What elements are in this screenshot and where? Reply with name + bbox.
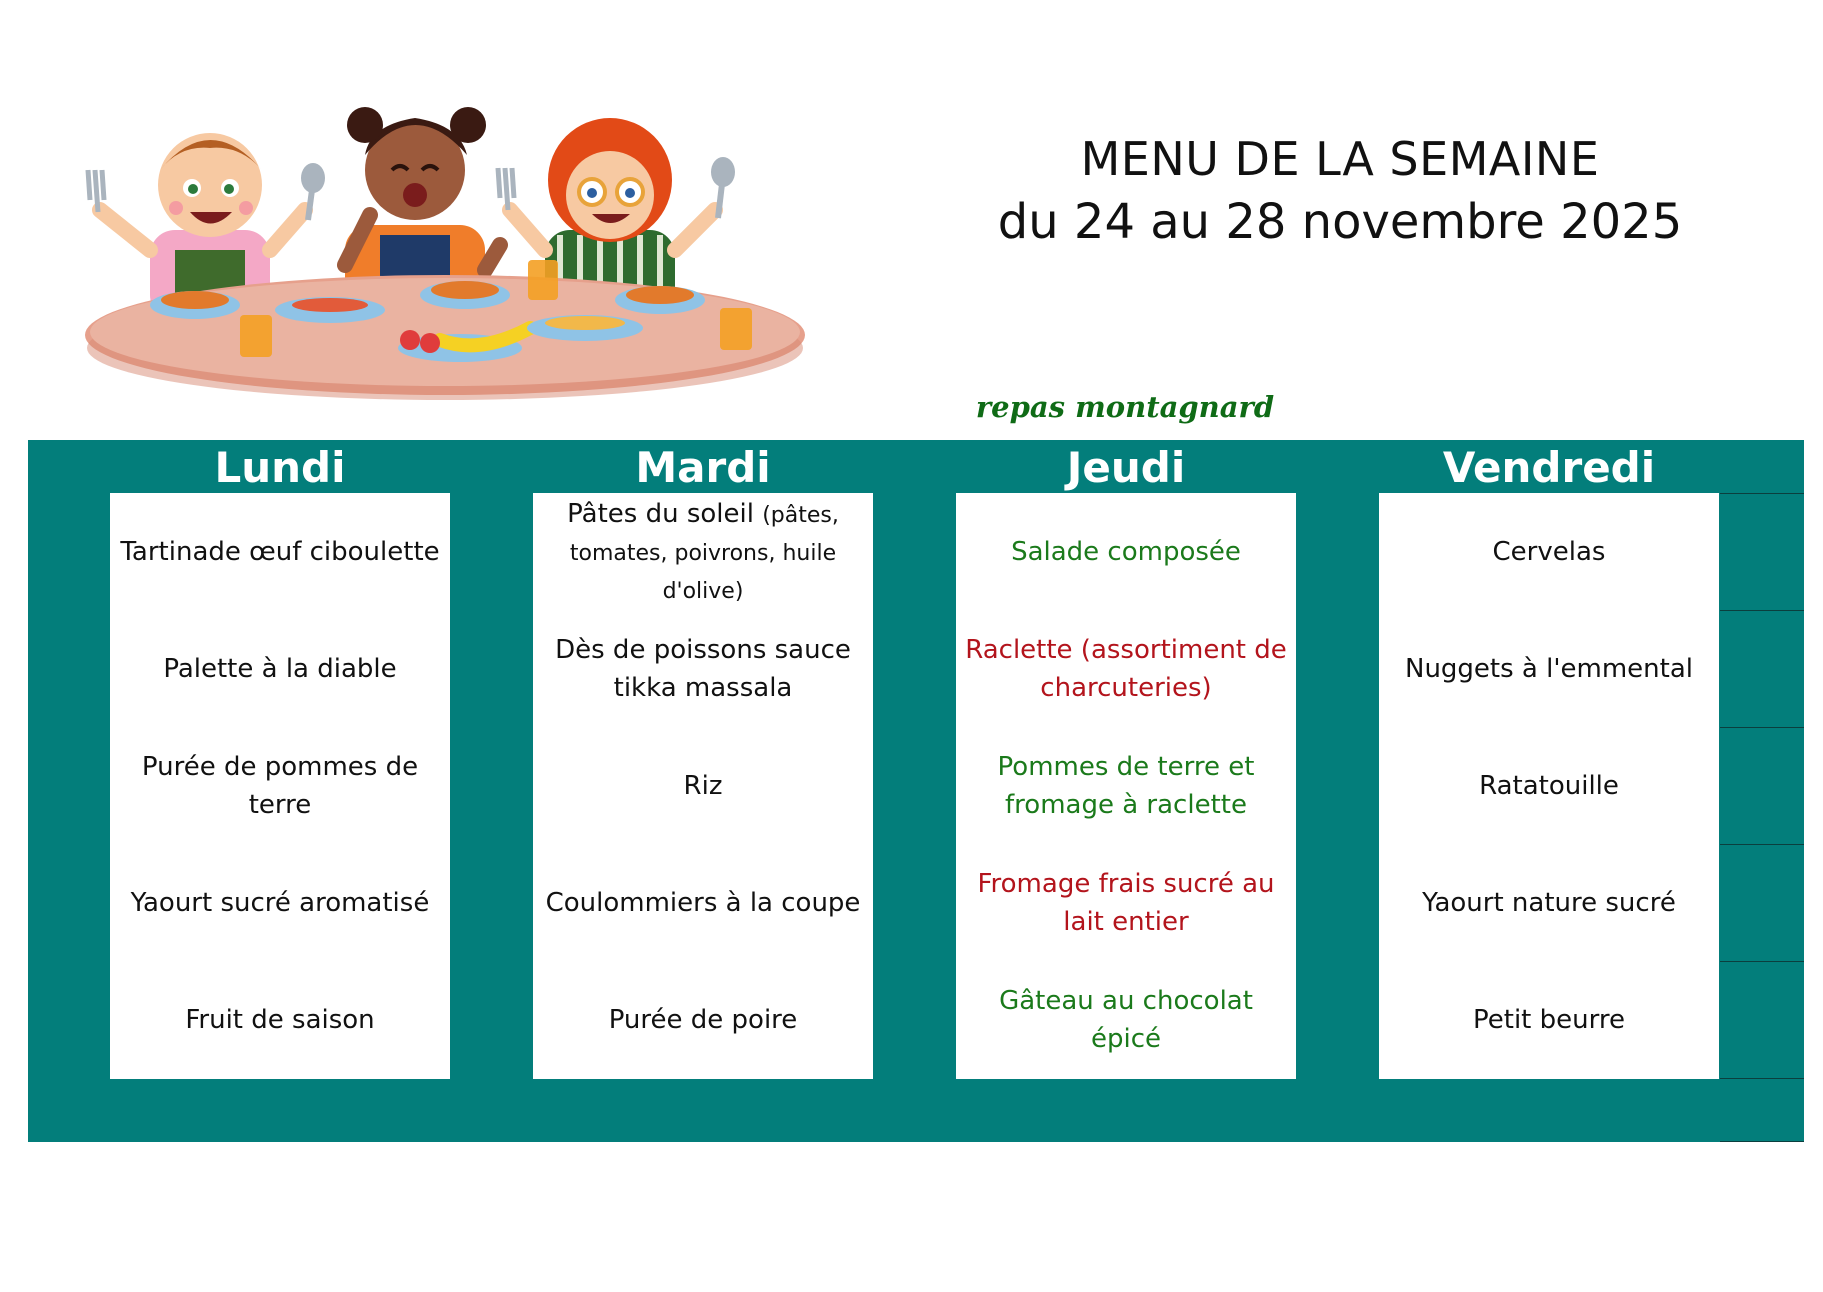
day-header-vendredi: Vendredi: [1442, 443, 1656, 492]
menu-item-dairy: Fromage frais sucré au lait entier: [977, 868, 1275, 937]
day-header-mardi: Mardi: [635, 443, 771, 492]
menu-item-dessert: Purée de poire: [608, 1004, 798, 1035]
day-column-vendredi: [1379, 493, 1719, 1079]
menu-item-dessert: Fruit de saison: [185, 1004, 375, 1035]
day-header-jeudi: Jeudi: [1066, 443, 1186, 492]
theme-label: repas montagnard: [975, 390, 1275, 424]
menu-item-dessert: Petit beurre: [1473, 1004, 1625, 1035]
menu-title: [980, 128, 1700, 254]
menu-item-dairy: Coulommiers à la coupe: [545, 887, 861, 918]
row-divider: [1720, 1078, 1804, 1079]
menu-item-side: Ratatouille: [1479, 770, 1619, 801]
menu-item-dessert: Gâteau au chocolat épicé: [999, 985, 1253, 1054]
menu-item-main: Raclette (assortiment de charcuteries): [965, 634, 1287, 703]
menu-item-starter: Tartinade œuf ciboulette: [120, 536, 440, 567]
menu-item-main: Nuggets à l'emmental: [1405, 653, 1693, 684]
menu-item-starter-name: Pâtes du soleil: [567, 498, 754, 529]
menu-item-side: Riz: [683, 770, 723, 801]
row-divider: [1720, 844, 1804, 845]
day-header-lundi: Lundi: [214, 443, 346, 492]
row-divider: [1720, 610, 1804, 611]
menu-item-main: Palette à la diable: [163, 653, 397, 684]
menu-item-starter: Cervelas: [1492, 536, 1606, 567]
menu-item-starter-note: (pâtes, tomates, poivrons, huile d'olive): [569, 502, 839, 604]
menu-item-main: Dès de poissons sauce tikka massala: [555, 634, 851, 703]
menu-date-range: du 24 au 28 novembre 2025: [997, 194, 1683, 250]
menu-title-heading: MENU DE LA SEMAINE: [1080, 132, 1600, 186]
menu-item-side: Pommes de terre et fromage à raclette: [997, 751, 1255, 820]
menu-item-side: Purée de pommes de terre: [141, 751, 419, 820]
row-divider: [1720, 961, 1804, 962]
row-divider: [1720, 493, 1804, 494]
menu-item-starter: [533, 493, 873, 610]
menu-item-starter: Salade composée: [1011, 536, 1241, 567]
menu-item-dairy: Yaourt sucré aromatisé: [130, 887, 430, 918]
day-column-lundi: [110, 493, 450, 1079]
day-column-jeudi: [956, 493, 1296, 1079]
row-divider: [1720, 1141, 1804, 1142]
menu-item-dairy: Yaourt nature sucré: [1422, 887, 1676, 918]
row-divider: [1720, 727, 1804, 728]
children-eating-illustration: [80, 100, 820, 400]
day-column-mardi: [533, 493, 873, 1079]
